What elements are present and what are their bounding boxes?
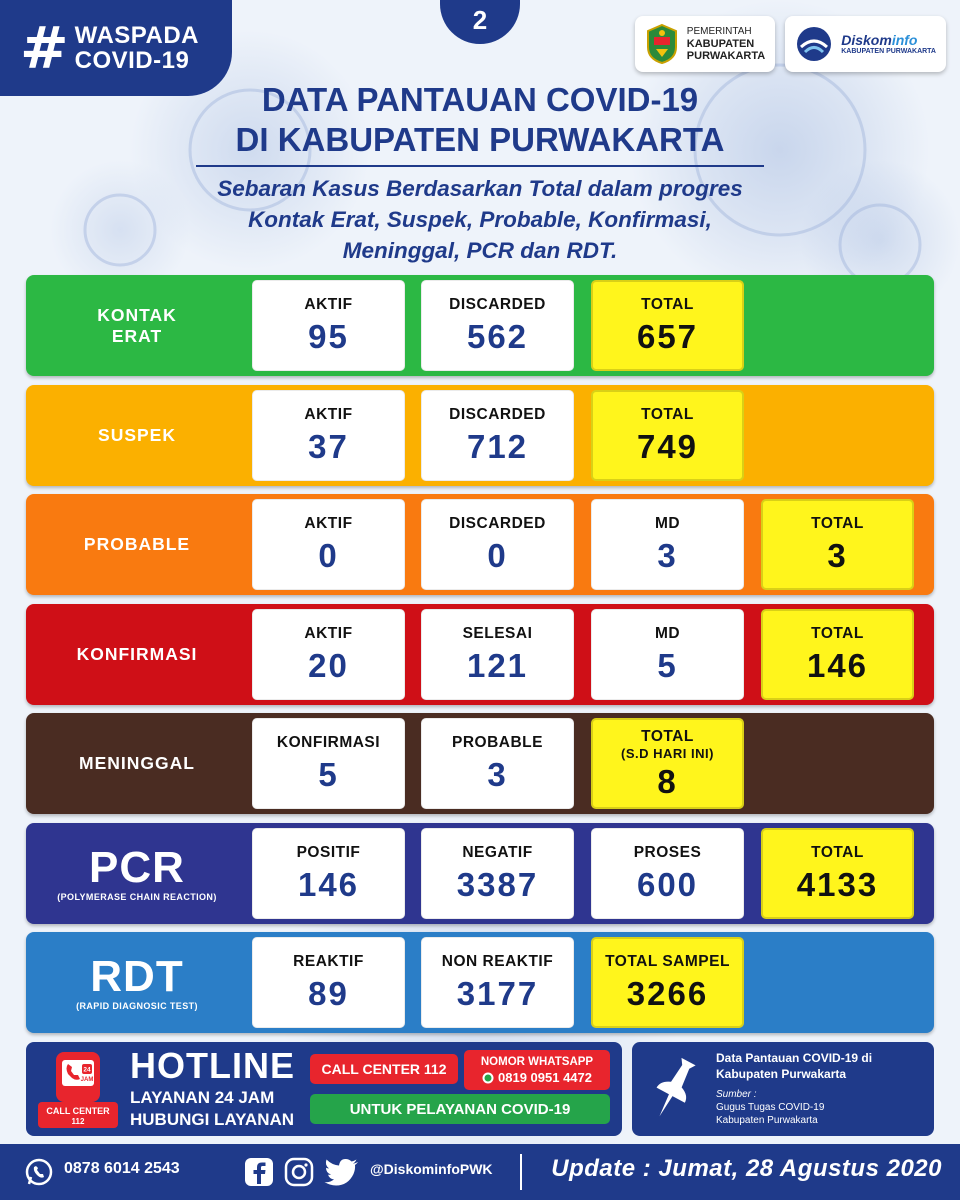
row-label xyxy=(26,275,248,376)
cell-positif xyxy=(252,828,405,919)
icon-label: CALL CENTER xyxy=(46,1106,110,1116)
cell-aktif xyxy=(252,609,405,700)
diskominfo-name-b: info xyxy=(891,32,918,48)
cell-header: TOTAL xyxy=(811,844,864,861)
cell-value: 749 xyxy=(636,428,699,465)
cell-value: 37 xyxy=(308,428,349,465)
tag-line-1: WASPADA xyxy=(74,22,199,49)
cell-value: 121 xyxy=(466,647,529,684)
hotline-sub-1: LAYANAN 24 JAM xyxy=(130,1088,275,1107)
footer xyxy=(0,1144,960,1200)
cell-aktif xyxy=(252,280,405,371)
diskominfo-name-a: Diskom xyxy=(841,32,892,48)
cell-header: TOTAL xyxy=(811,515,864,532)
info-source xyxy=(716,1088,926,1127)
cell-header: AKTIF xyxy=(304,625,353,642)
row-meninggal xyxy=(26,713,934,814)
pelayanan-badge: UNTUK PELAYANAN COVID-19 xyxy=(310,1094,610,1124)
cell-md xyxy=(591,609,744,700)
source-line-2: Kabupaten Purwakarta xyxy=(716,1115,818,1126)
cell-header: TOTAL xyxy=(641,406,694,423)
icon-badge-bottom: JAM xyxy=(80,1077,94,1083)
cell-probable xyxy=(421,718,574,809)
cell-header: REAKTIF xyxy=(293,953,364,970)
cell-value: 562 xyxy=(466,318,529,355)
whatsapp-number-row xyxy=(482,1070,592,1085)
cell-value: 146 xyxy=(297,866,360,903)
icon-number: 112 xyxy=(71,1117,85,1126)
cell-proses xyxy=(591,828,744,919)
icon-badge-top: 24 xyxy=(83,1066,91,1074)
cell-header: MD xyxy=(654,515,681,532)
title-line-2: DI KABUPATEN PURWAKARTA xyxy=(235,121,725,158)
cell-total xyxy=(591,280,744,371)
cell-header: AKTIF xyxy=(304,406,353,423)
source-label: Sumber : xyxy=(716,1089,757,1100)
subtitle-line-1: Sebaran Kasus Berdasarkan Total dalam progres xyxy=(217,176,743,201)
label-big: PCR xyxy=(89,842,185,892)
page-number: 2 xyxy=(440,0,520,44)
row-label xyxy=(26,823,248,924)
cell-value: 657 xyxy=(636,318,699,355)
cell-value: 5 xyxy=(657,647,678,684)
row-pcr xyxy=(26,823,934,924)
row-probable xyxy=(26,494,934,595)
cell-header: TOTAL xyxy=(641,296,694,313)
label-line-1: KONTAK xyxy=(97,304,177,325)
row-kontak-erat xyxy=(26,275,934,376)
cell-header: TOTAL SAMPEL xyxy=(605,953,730,970)
logos xyxy=(635,16,946,72)
row-label xyxy=(26,385,248,486)
info-panel xyxy=(632,1042,934,1136)
hashtag-symbol: # xyxy=(20,14,69,82)
cell-selesai xyxy=(421,609,574,700)
row-label xyxy=(26,932,248,1033)
cell-negatif xyxy=(421,828,574,919)
pemerintah-line-2: KABUPATEN xyxy=(686,38,755,50)
cell-md xyxy=(591,499,744,590)
row-label xyxy=(26,604,248,705)
tag-text xyxy=(75,23,199,73)
cell-total xyxy=(761,499,914,590)
pemerintah-text xyxy=(687,26,765,62)
cell-header: NEGATIF xyxy=(462,844,533,861)
whatsapp-icon xyxy=(482,1072,494,1084)
cell-header: DISCARDED xyxy=(449,406,546,423)
cell-total xyxy=(761,609,914,700)
twitter-icon[interactable] xyxy=(324,1157,360,1187)
label-small: (RAPID DIAGNOSIC TEST) xyxy=(76,1000,198,1011)
cell-discarded xyxy=(421,499,574,590)
call-center-badge: CALL CENTER 112 xyxy=(310,1054,458,1084)
label-line-2: ERAT xyxy=(111,325,163,346)
label-line-1: SUSPEK xyxy=(98,425,176,445)
cell-header: DISCARDED xyxy=(449,515,546,532)
cell-value: 3 xyxy=(487,756,508,793)
cell-value: 3266 xyxy=(626,975,709,1012)
cell-value: 712 xyxy=(466,428,529,465)
cell-value: 95 xyxy=(308,318,349,355)
cell-total xyxy=(591,718,744,809)
page-subtitle xyxy=(0,173,960,266)
cell-aktif xyxy=(252,499,405,590)
pemerintah-logo xyxy=(635,16,775,72)
cell-value: 0 xyxy=(318,537,339,574)
cell-value: 8 xyxy=(657,762,678,800)
cell-value: 3 xyxy=(827,537,848,574)
diskominfo-text xyxy=(841,33,936,55)
cell-header: MD xyxy=(654,625,681,642)
cell-discarded xyxy=(421,390,574,481)
cell-value: 4133 xyxy=(796,866,879,903)
pemerintah-line-3: PURWAKARTA xyxy=(686,50,766,62)
facebook-icon[interactable] xyxy=(244,1157,274,1187)
hotline-title: HOTLINE xyxy=(130,1045,295,1086)
cell-value: 3387 xyxy=(456,866,539,903)
call-center-icon xyxy=(38,1050,118,1128)
cell-konfirmasi xyxy=(252,718,405,809)
whatsapp-icon[interactable] xyxy=(24,1157,54,1187)
row-suspek xyxy=(26,385,934,486)
whatsapp-badge xyxy=(464,1050,610,1090)
cell-header: TOTAL xyxy=(811,625,864,642)
cell-value: 20 xyxy=(308,647,349,684)
row-label xyxy=(26,713,248,814)
cell-discarded xyxy=(421,280,574,371)
cell-total xyxy=(761,828,914,919)
cell-value: 0 xyxy=(487,537,508,574)
pushpin-icon xyxy=(652,1056,696,1122)
cell-header: NON REAKTIF xyxy=(441,953,554,970)
cell-reaktif xyxy=(252,937,405,1028)
footer-phone: 0878 6014 2543 xyxy=(64,1160,180,1177)
cell-header: DISCARDED xyxy=(449,296,546,313)
row-rdt xyxy=(26,932,934,1033)
pemerintah-line-1: PEMERINTAH xyxy=(686,26,752,37)
label-small: (POLYMERASE CHAIN REACTION) xyxy=(57,891,217,902)
label-line-1: PROBABLE xyxy=(83,534,191,554)
cell-value: 89 xyxy=(308,975,349,1012)
cell-header: TOTAL xyxy=(641,727,694,745)
title-divider xyxy=(196,165,764,167)
cell-value: 5 xyxy=(318,756,339,793)
cell-header: POSITIF xyxy=(296,844,361,861)
cell-total-sampel xyxy=(591,937,744,1028)
update-date: Update : Jumat, 28 Agustus 2020 xyxy=(551,1155,942,1182)
hotline-panel xyxy=(26,1042,622,1136)
tag-line-2: COVID-19 xyxy=(74,47,190,74)
cell-non-reaktif xyxy=(421,937,574,1028)
title-line-1: DATA PANTAUAN COVID-19 xyxy=(261,81,699,118)
row-konfirmasi xyxy=(26,604,934,705)
subtitle-line-2: Kontak Erat, Suspek, Probable, Konfirmasi, xyxy=(248,207,712,232)
label-line-1: MENINGGAL xyxy=(79,753,195,773)
cell-header: KONFIRMASI xyxy=(276,734,381,751)
instagram-icon[interactable] xyxy=(284,1157,314,1187)
row-label xyxy=(26,494,248,595)
page-title xyxy=(0,80,960,160)
cell-value: 3177 xyxy=(456,975,539,1012)
cell-header: PROSES xyxy=(633,844,702,861)
cell-value: 600 xyxy=(636,866,699,903)
label-line-1: KONFIRMASI xyxy=(76,644,198,664)
label-big: RDT xyxy=(90,951,184,1001)
cell-header: PROBABLE xyxy=(452,734,543,751)
footer-handle: @DiskominfoPWK xyxy=(370,1161,493,1177)
subtitle-line-3: Meninggal, PCR dan RDT. xyxy=(342,238,618,263)
whatsapp-label: NOMOR WHATSAPP xyxy=(480,1056,594,1068)
cell-total xyxy=(591,390,744,481)
whatsapp-number: 0819 0951 4472 xyxy=(498,1070,592,1085)
source-line-1: Gugus Tugas COVID-19 xyxy=(716,1102,825,1113)
cell-header: SELESAI xyxy=(462,625,533,642)
cell-value: 146 xyxy=(806,647,869,684)
cell-header: AKTIF xyxy=(304,515,353,532)
diskominfo-logo xyxy=(785,16,946,72)
cell-aktif xyxy=(252,390,405,481)
purwakarta-emblem-icon xyxy=(645,23,679,65)
cell-header: AKTIF xyxy=(304,296,353,313)
hotline-sub-2: HUBUNGI LAYANAN xyxy=(130,1110,295,1129)
cell-value: 3 xyxy=(657,537,678,574)
cell-header-sub: (S.D HARI INI) xyxy=(621,745,714,761)
info-title: Data Pantauan COVID-19 di Kabupaten Purwakarta xyxy=(716,1051,873,1081)
diskominfo-name xyxy=(841,33,936,48)
diskominfo-icon xyxy=(795,25,833,63)
diskominfo-sub: KABUPATEN PURWAKARTA xyxy=(841,48,936,55)
footer-divider xyxy=(520,1154,522,1190)
